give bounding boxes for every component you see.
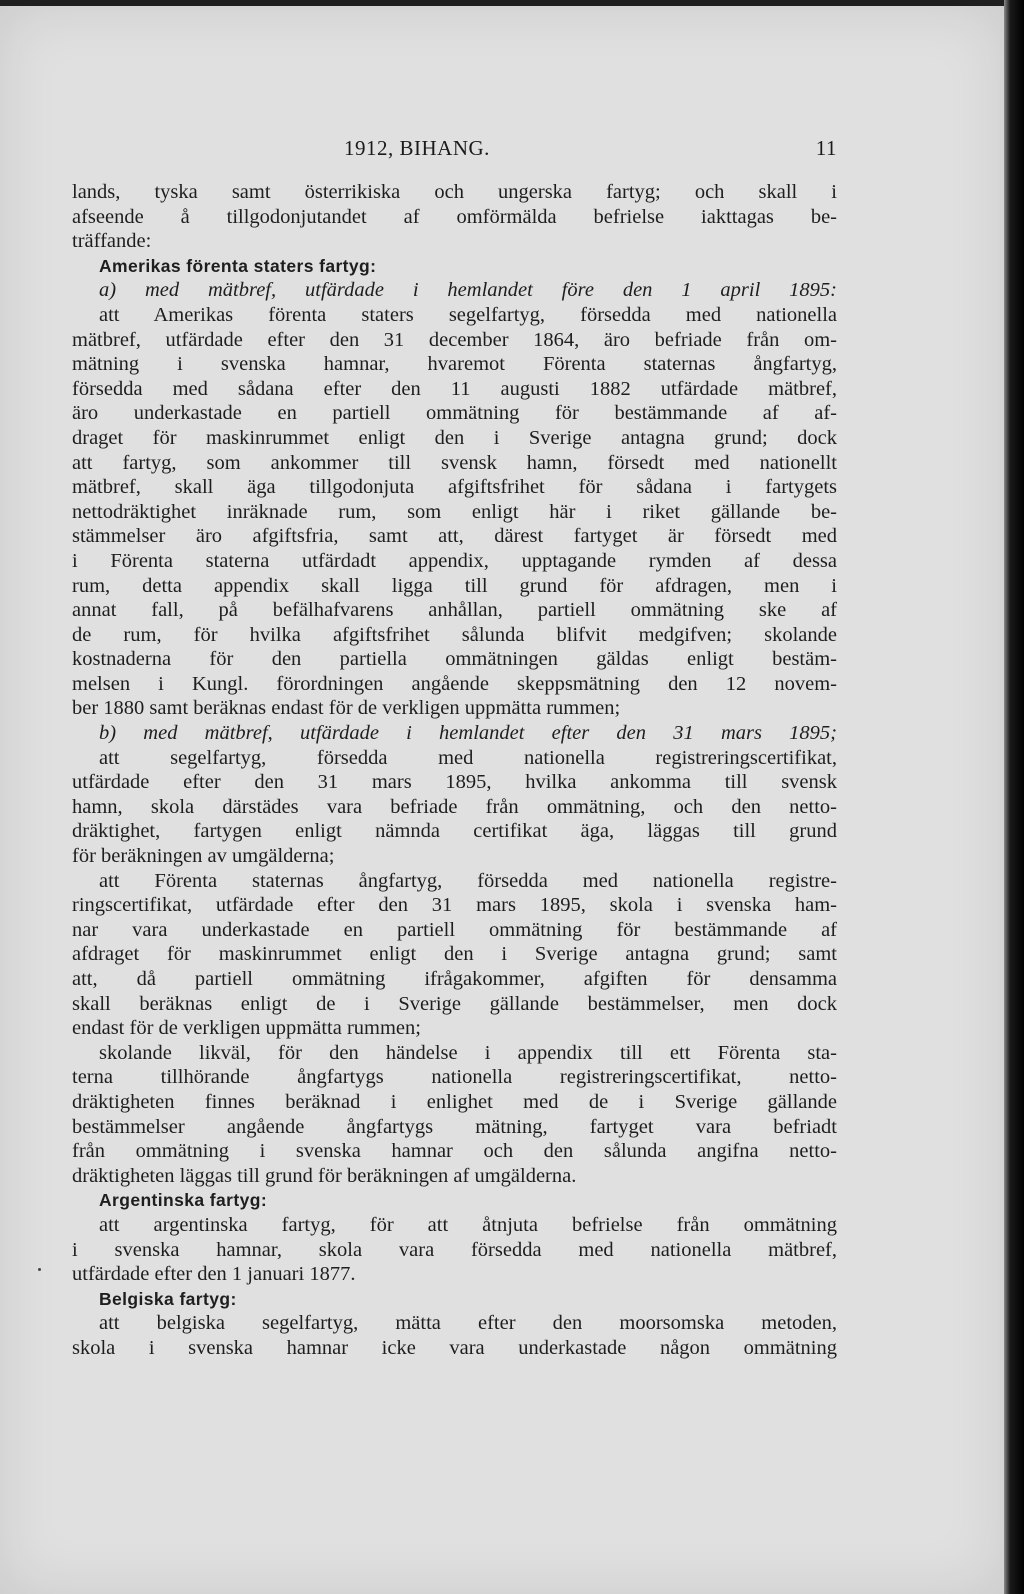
text-line: nar vara underkastade en partiell ommätning för bestämmande af [72, 918, 837, 941]
text-line: mätbref, skall äga tillgodonjuta afgiftsfrihet för sådana i fartygets [72, 476, 837, 499]
text-line: försedda med sådana efter den 11 augusti 1882 utfärdade mätbref, [72, 377, 837, 400]
text-line: träffande: [72, 230, 152, 253]
text-line: draget för maskinrummet enligt den i Sverige antagna grund; dock [72, 426, 837, 449]
page-header [72, 132, 837, 162]
section-heading: Amerikas förenta staters fartyg: [99, 255, 377, 276]
text-line: utfärdade efter den 1 januari 1877. [72, 1263, 356, 1286]
text-line: skolande likväl, för den händelse i appendix till ett Förenta sta- [99, 1041, 837, 1064]
text-line: för beräkningen av umgälderna; [72, 845, 335, 868]
text-line: dräktigheten finnes beräknad i enlighet med de i Sverige gällande [72, 1090, 837, 1113]
text-line: de rum, för hvilka afgiftsfrihet sålunda blifvit medgifven; skolande [72, 623, 837, 646]
text-line: melsen i Kungl. förordningen angående skeppsmätning den 12 novem- [72, 672, 837, 695]
text-line: mätbref, utfärdade efter den 31 december 1864, äro befriade från om- [72, 328, 837, 351]
text-line: kostnaderna för den partiella ommätningen gäldas enligt bestäm- [72, 648, 837, 671]
text-line: afdraget för maskinrummet enligt den i Sverige antagna grund; samt [72, 943, 837, 966]
section-heading: Argentinska fartyg: [99, 1190, 268, 1211]
text-line: hamn, skola därstädes vara befriade från ommätning, och den netto- [72, 795, 837, 818]
text-line: stämmelser äro afgiftsfria, samt att, därest fartyget är försedt med [72, 525, 837, 548]
text-line: terna tillhörande ångfartygs nationella registreringscertifikat, netto- [72, 1066, 837, 1089]
text-line: a) med mätbref, utfärdade i hemlandet före den 1 april 1895: [99, 279, 837, 302]
text-line: att Amerikas förenta staters segelfartyg, försedda med nationella [99, 303, 837, 326]
text-line: skola i svenska hamnar icke vara underkastade någon ommätning [72, 1336, 837, 1359]
text-line: skall beräknas enligt de i Sverige gällande bestämmelser, men dock [72, 992, 837, 1015]
text-line: att Förenta staternas ångfartyg, försedda med nationella registre- [99, 869, 837, 892]
text-line: från ommätning i svenska hamnar och den sålunda angifna netto- [72, 1140, 837, 1163]
body-text [72, 180, 837, 1361]
text-line: dräktigheten läggas till grund för beräkningen af umgälderna. [72, 1164, 577, 1187]
text-line: nettodräktighet inräknade rum, som enligt här i riket gällande be- [72, 500, 837, 523]
text-line: att belgiska segelfartyg, mätta efter den moorsomska metoden, [99, 1312, 837, 1335]
text-line: att, då partiell ommätning ifrågakommer, afgiften för densamma [72, 968, 837, 990]
text-line: att segelfartyg, försedda med nationella registreringscertifikat, [99, 746, 837, 769]
text-line: utfärdade efter den 31 mars 1895, hvilka ankomma till svensk [72, 771, 837, 794]
text-line: äro underkastade en partiell ommätning för bestämmande af af- [72, 402, 837, 425]
text-line: ringscertifikat, utfärdade efter den 31 mars 1895, skola i svenska ham- [72, 894, 837, 917]
text-line: mätning i svenska hamnar, hvaremot Förenta staternas ångfartyg, [72, 353, 837, 376]
text-line: bestämmelser angående ångfartygs mätning, fartyget vara befriadt [72, 1115, 837, 1138]
text-line: rum, detta appendix skall ligga till grund för afdragen, men i [72, 574, 837, 597]
text-line: dräktighet, fartygen enligt nämnda certifikat äga, läggas till grund [72, 820, 837, 843]
text-line: afseende å tillgodonjutandet af omförmälda befrielse iakttagas be- [72, 205, 837, 228]
page-number: 11 [815, 136, 837, 160]
text-line: lands, tyska samt österrikiska och ungerska fartyg; och skall i [72, 181, 837, 203]
running-head: 1912, BIHANG. [344, 136, 490, 160]
scan-speck [38, 1268, 41, 1271]
text-line: i svenska hamnar, skola vara försedda med nationella mätbref, [72, 1238, 837, 1261]
text-line: ber 1880 samt beräknas endast för de verkligen uppmätta rummen; [72, 697, 621, 720]
section-heading: Belgiska fartyg: [99, 1288, 237, 1309]
text-line: att fartyg, som ankommer till svensk hamn, försedt med nationellt [72, 451, 837, 474]
book-page [0, 6, 1004, 1594]
text-line: b) med mätbref, utfärdade i hemlandet efter den 31 mars 1895; [99, 722, 837, 745]
text-line: endast för de verkligen uppmätta rummen; [72, 1017, 421, 1040]
text-line: i Förenta staterna utfärdadt appendix, upptagande rymden af dessa [72, 549, 837, 572]
text-line: annat fall, på befälhafvarens anhållan, partiell ommätning ske af [72, 599, 837, 622]
scan-right-edge [1004, 0, 1024, 1594]
text-line: att argentinska fartyg, för att åtnjuta befrielse från ommätning [99, 1213, 837, 1236]
